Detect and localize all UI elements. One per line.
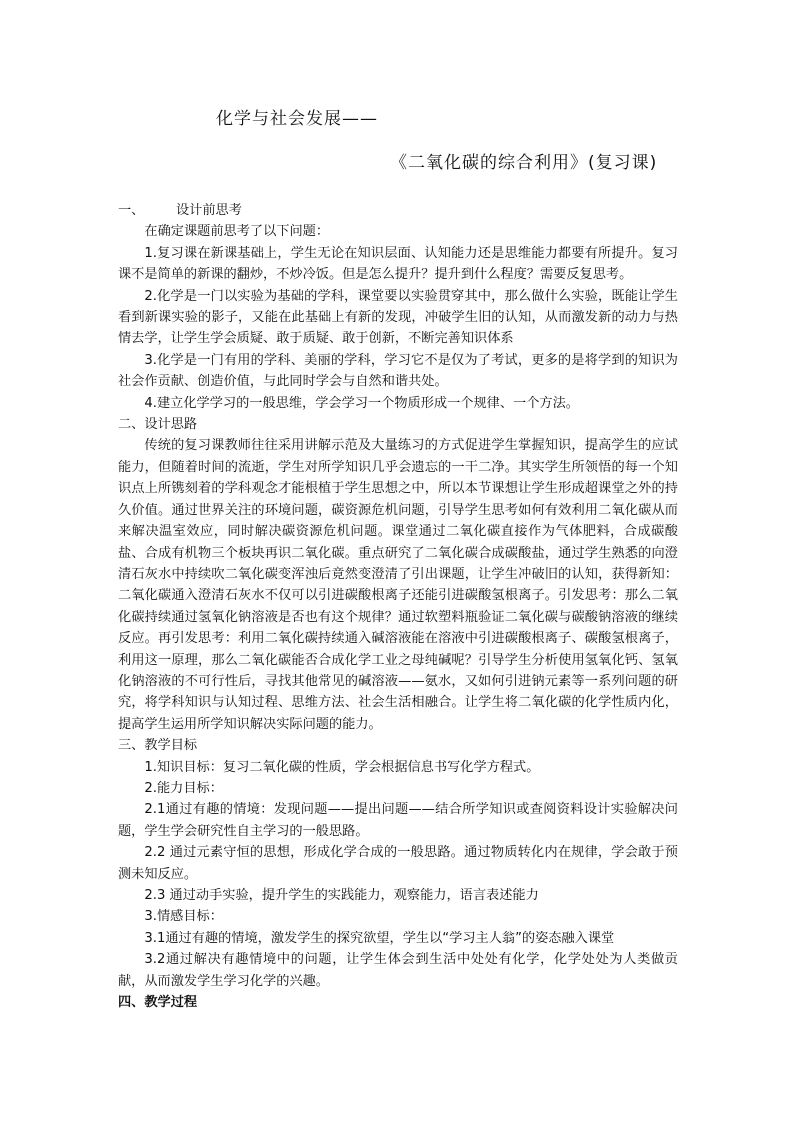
goal-ability-2-2: 2.2 通过元素守恒的思想，形成化学合成的一般思路。通过物质转化内在规律，学会敢于预测未知反应。 xyxy=(118,845,678,882)
section-heading-teaching-goals: 三、教学目标 xyxy=(118,738,198,754)
goal-emotion: 3.情感目标： xyxy=(144,909,223,925)
section-heading-teaching-process: 四、教学过程 xyxy=(118,995,198,1011)
section-number: 一、 xyxy=(118,203,145,218)
goal-emotion-3-2: 3.2通过解决有趣情境中的问题，让学生体会到生活中处处有化学，化学处处为人类做贡献，从而激发学生学习化学的兴趣。 xyxy=(118,952,678,989)
goal-ability-2-1: 2.1通过有趣的情境：发现问题——提出问题——结合所学知识或查阅资料设计实验解决问题，学生学会研究性自主学习的一般思路。 xyxy=(118,802,678,839)
section-heading-design-idea: 二、设计思路 xyxy=(118,417,198,433)
section-title: 设计前思考 xyxy=(176,203,242,218)
paragraph-design-idea: 传统的复习课教师往往采用讲解示范及大量练习的方式促进学生掌握知识，提高学生的应试能力，但随着时间的流逝，学生对所学知识几乎会遗忘的一干二净。其实学生所领悟的每一个知识点上所镌刻着的学科观念才能根植于学生思想之中，所以本节课想让学生形成超课堂之外的持久价值。通过世界关注的环境问题，碳资源危机问题，引导学生思考如何有效利用二氧化碳从而来解决温室效应，同时解决碳资源危机问题。课堂通过二氧化碳直接作为气体肥料，合成碳酸盐、合成有机物三个板块再识二氧化碳。重点研究了二氧化碳合成碳酸盐，通过学生熟悉的向澄清石灰水中持续吹二氧化碳变浑浊后竟然变澄清了引出课题，让学生冲破旧的认知，获得新知：二氧化碳通入澄清石灰水不仅可以引进碳酸根离子还能引进碳酸氢根离子。引发思考：那么二氧化碳持续通过氢氧化钠溶液是否也有这个规律？通过软塑料瓶验证二氧化碳与碳酸钠溶液的继续反应。再引发思考：利用二氧化碳持续通入碱溶液能在溶液中引进碳酸根离子、碳酸氢根离子，利用这一原理，那么二氧化碳能否合成化学工业之母纯碱呢？引导学生分析使用氢氧化钙、氢氧化钠溶液的不可行性后，寻找其他常见的碱溶液——氨水，又如何引进钠元素等一系列问题的研究，将学科知识与认知过程、思维方法、社会生活相融合。让学生将二氧化碳的化学性质内化，提高学生运用所学知识解决实际问题的能力。 xyxy=(118,438,678,732)
paragraph-intro: 在确定课题前思考了以下问题： xyxy=(144,224,330,240)
goal-ability: 2.能力目标： xyxy=(144,780,223,796)
goal-emotion-3-1: 3.1通过有趣的情境，激发学生的探究欲望，学生以“学习主人翁”的姿态融入课堂 xyxy=(144,930,615,946)
paragraph-item-2: 2.化学是一门以实验为基础的学科，课堂要以实验贯穿其中，那么做什么实验，既能让学生看到新课实验的影子，又能在此基础上有新的发现，冲破学生旧的认知，从而激发新的动力与热情去学，让学生学会质疑、敢于质疑、敢于创新，不断完善知识体系 xyxy=(118,288,678,347)
document-title-line1: 化学与社会发展—— xyxy=(216,109,378,129)
paragraph-item-3: 3.化学是一门有用的学科、美丽的学科，学习它不是仅为了考试，更多的是将学到的知识为社会作贡献、创造价值，与此同时学会与自然和谐共处。 xyxy=(118,352,678,390)
document-title-line2: 《二氧化碳的综合利用》(复习课) xyxy=(390,153,658,173)
paragraph-item-1: 1.复习课在新课基础上，学生无论在知识层面、认知能力还是思维能力都要有所提升。复习课不是简单的新课的翻炒，不炒冷饭。但是怎么提升？提升到什么程度？需要反复思考。 xyxy=(118,245,678,283)
paragraph-item-4: 4.建立化学学习的一般思维，学会学习一个物质形成一个规律、一个方法。 xyxy=(144,395,579,411)
goal-knowledge: 1.知识目标：复习二氧化碳的性质，学会根据信息书写化学方程式。 xyxy=(144,759,540,775)
document-body xyxy=(118,200,678,1013)
section-heading-design-thinking xyxy=(118,200,678,221)
goal-ability-2-3: 2.3 通过动手实验，提升学生的实践能力，观察能力，语言表述能力 xyxy=(144,888,539,903)
